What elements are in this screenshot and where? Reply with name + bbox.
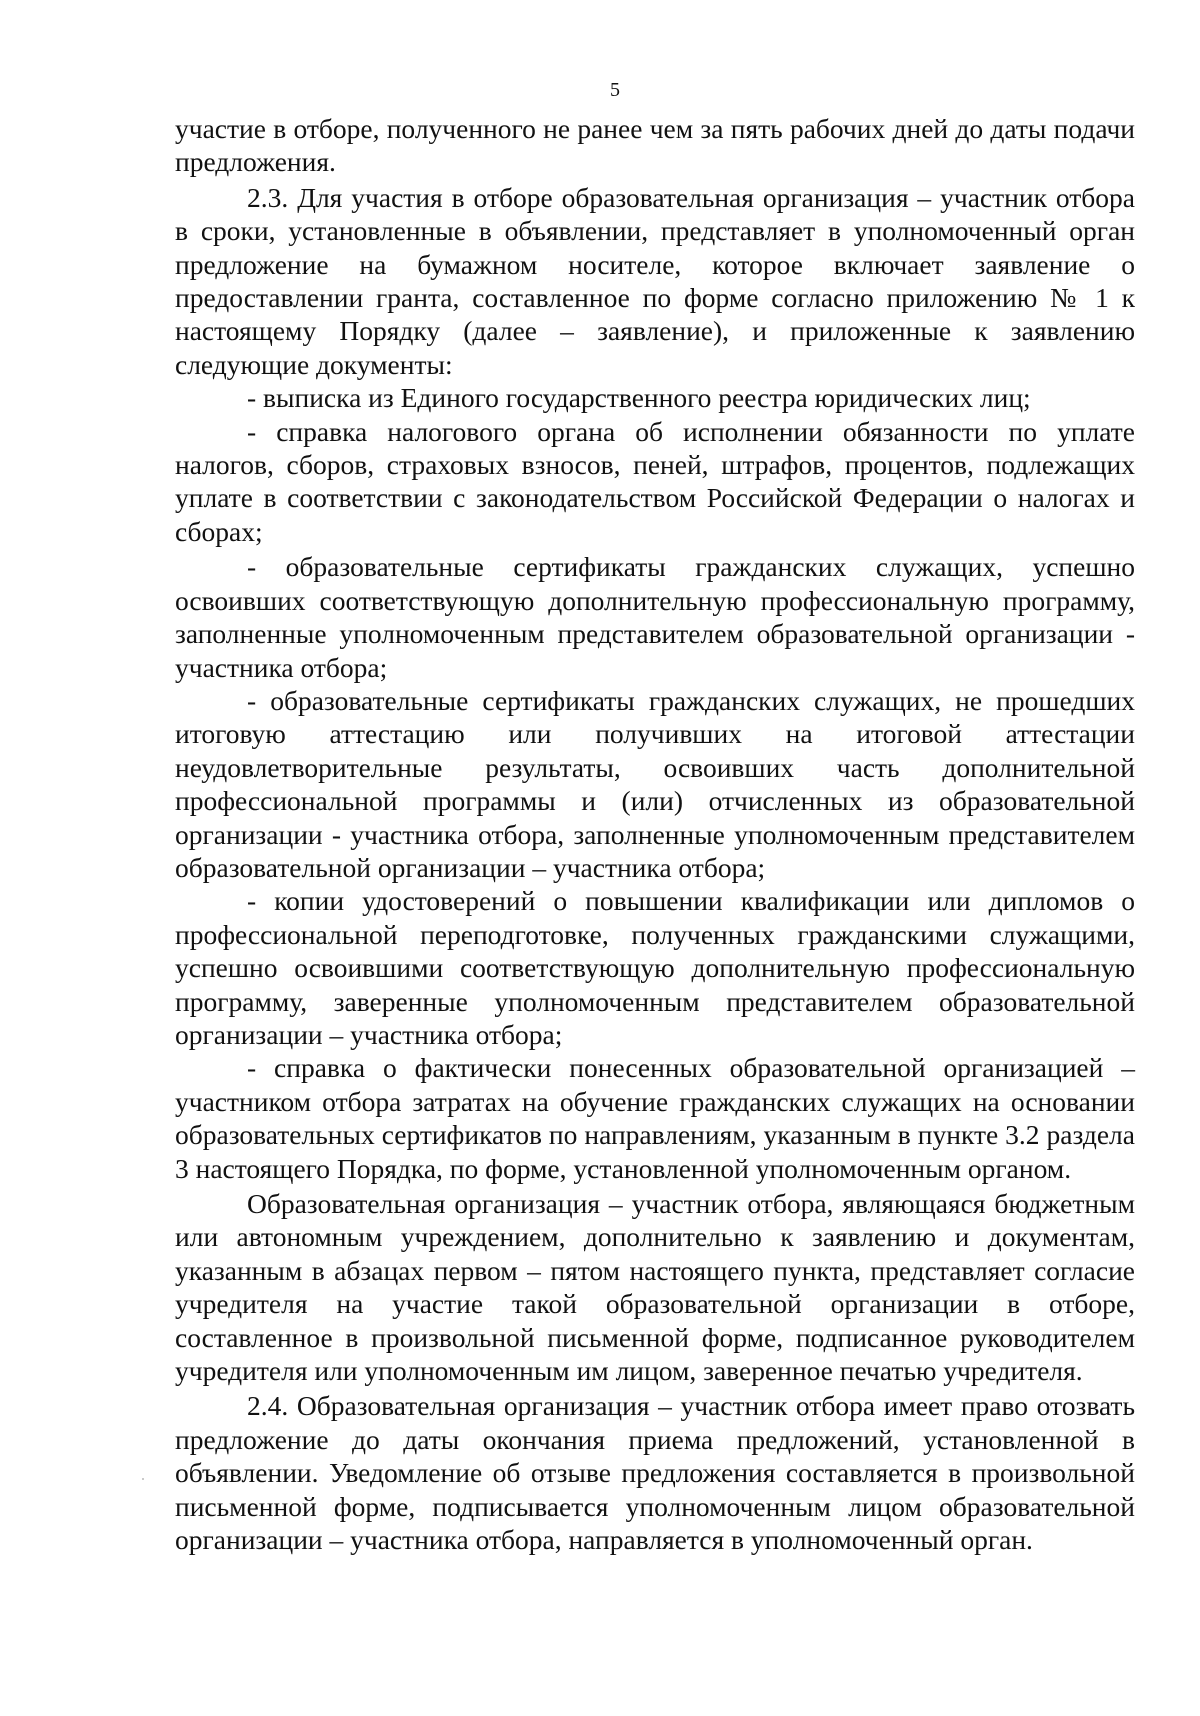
page-number: 5 [610,79,620,101]
list-item-certificates-completed: - образовательные сертификаты гражданских служащих, успешно освоивших соответствующую дополнительную профессиональную программу, заполненные уполномоченным представителем образовательной организации - участника отбора; [175,551,1135,683]
paragraph-clause-2-4: 2.4. Образовательная организация – участник отбора имеет право отозвать предложение до даты окончания приема предложений, установленной в объявлении. Уведомление об отзыве предложения составляется в произвольной письменной форме, подписывается уполномоченным лицом образовательной организации – участника отбора, направляется в уполномоченный орган. [175,1390,1135,1556]
paragraph-founder-consent: Образовательная организация – участник отбора, являющаяся бюджетным или автономным учреждением, дополнительно к заявлению и документам, указанным в абзацах первом – пятом настоящего пункта, представляет согласие учредителя на участие такой образовательной организации в отборе, составленное в произвольной письменной форме, подписанное руководителем учредителя или уполномоченным им лицом, заверенное печатью учредителя. [175,1188,1135,1387]
list-item-tax-certificate: - справка налогового органа об исполнении обязанности по уплате налогов, сборов, страховых взносов, пеней, штрафов, процентов, подлежащих уплате в соответствии с законодательством Российской Федерации о налогах и сборах; [175,415,1135,547]
list-item-certificates-not-completed: - образовательные сертификаты гражданских служащих, не прошедших итоговую аттестацию или получивших на итоговой аттестации неудовлетворительные результаты, освоивших часть дополнительной профессиональной программы и (или) отчисленных из образовательной организации - участника отбора, заполненные уполномоченным представителем образовательной организации – участника отбора; [175,684,1135,883]
paragraph-clause-2-3: 2.3. Для участия в отборе образовательная организация – участник отбора в сроки, установленные в объявлении, представляет в уполномоченный орган предложение на бумажном носителе, которое включает заявление о предоставлении гранта, составленное по форме согласно приложению № 1 к настоящему Порядку (далее – заявление), и приложенные к заявлению следующие документы: [175,181,1135,380]
list-item-diploma-copies: - копии удостоверений о повышении квалификации или дипломов о профессиональной переподготовке, полученных гражданскими служащими, успешно освоившими соответствующую дополнительную профессиональную программу, заверенные уполномоченным представителем образовательной организации – участника отбора; [175,885,1135,1050]
list-item-egrul-extract: - выписка из Единого государственного реестра юридических лиц; [247,382,1031,414]
document-body [175,112,1135,1556]
list-item-expense-certificate: - справка о фактически понесенных образовательной организацией – участником отбора затратах на обучение гражданских служащих на основании образовательных сертификатов по направлениям, указанным в пункте 3.2 раздела 3 настоящего Порядка, по форме, установленной уполномоченным органом. [175,1052,1135,1184]
scan-artifact [142,1478,144,1480]
paragraph-continuation: участие в отборе, полученного не ранее чем за пять рабочих дней до даты подачи предложения. [175,113,1135,178]
